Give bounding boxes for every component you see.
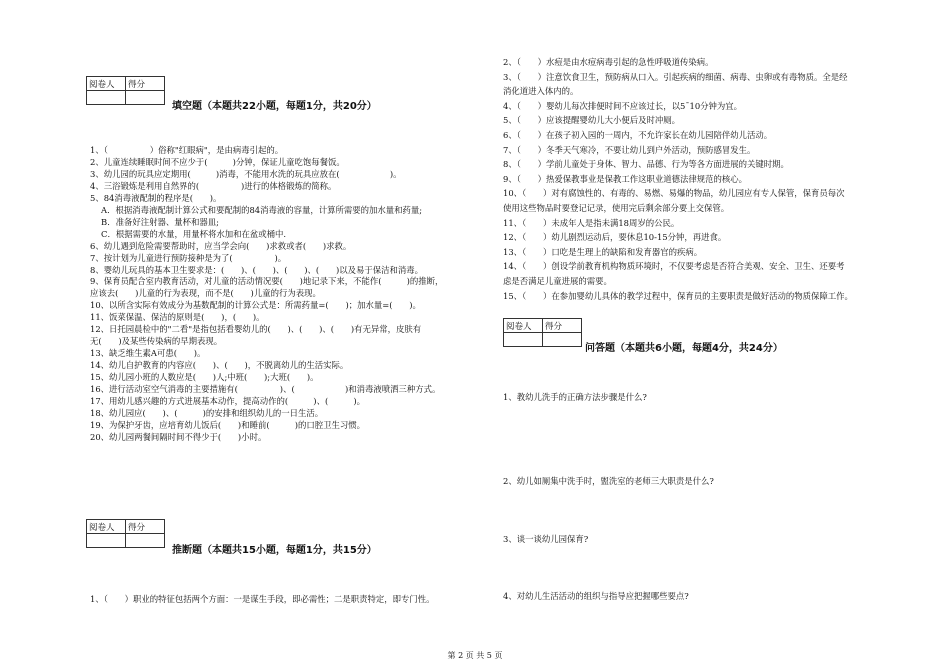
qa-section-title: 问答题（本题共6小题，每题4分，共24分） <box>585 343 783 354</box>
judgment-question-line: 使用这些物品时要登记记录，使用完后剩余部分要上交保管。 <box>503 203 730 213</box>
judgment-question-line: 8、（ ）学前儿童处于身体、智力、品德、行为等各方面进展的关键时期。 <box>503 159 789 170</box>
reviewer-cell[interactable] <box>87 91 126 105</box>
fill-in-question-line: 无( )及某些传染病的早期表现。 <box>90 336 223 347</box>
judgment-question-line: 6、（ ）在孩子初入园的一周内，不允许家长在幼儿园陪伴幼儿活动。 <box>503 130 773 140</box>
fill-in-question-line: 15、幼儿园小班的人数应是( )人;中班( );大班( )。 <box>90 372 319 383</box>
fill-in-question-line: C．根据需要的水量，用量杯将水加和在盆或桶中. <box>90 228 286 239</box>
qa-question-3: 3、谈一谈幼儿园保育? <box>503 534 589 544</box>
fill-in-question-line: 13、缺乏维生素A可患( )。 <box>90 348 206 359</box>
judgment-question-line: 3、（ ）注意饮食卫生，预防病从口入。引起疾病的细菌、病毒、虫卵或有毒物质。全是经 <box>503 71 848 82</box>
judgment-question-line: 13、（ ）口吃是生理上的缺陷和发育器官的疾病。 <box>503 246 703 257</box>
reviewer-label: 阅卷人 <box>87 520 126 534</box>
judgment-question-line: 12、（ ）幼儿剧烈运动后，要休息10-15分钟，再进食。 <box>503 232 727 243</box>
fill-in-question-line: 2、儿童连续睡眠时间不应少于( )分钟，保证儿童吃饱每餐饭。 <box>90 156 345 167</box>
reviewer-label: 阅卷人 <box>87 77 126 91</box>
fill-in-question-line: 16、进行活动室空气消毒的主要措施有( )、( )和消毒液喷洒三种方式。 <box>90 384 441 394</box>
fill-in-question-line: 6、幼儿遇到危险需要帮助时，应当学会向( )求救或者( )求救。 <box>90 240 352 251</box>
fill-in-question-line: 17、用幼儿感兴趣的方式进展基本动作，提高动作的( )、( )。 <box>90 395 365 406</box>
fill-in-question-line: 18、幼儿园应( )、( )的安排和组织幼儿的一日生活。 <box>90 407 324 418</box>
reviewer-label: 阅卷人 <box>504 319 543 333</box>
judgment-question-line: 10、（ ）对有腐蚀性的、有毒的、易燃、易爆的物品，幼儿园应有专人保管，保育员每次 <box>503 188 845 199</box>
score-cell[interactable] <box>126 91 165 105</box>
fill-in-question-line: 14、幼儿自护教育的内容应( )、( )，不脱离幼儿的生活实际。 <box>90 360 349 371</box>
reviewer-cell[interactable] <box>504 333 543 347</box>
fill-in-question-line: 20、幼儿园两餐间隔时间不得少于( )小时。 <box>90 431 267 442</box>
judgment-section-title: 推断题（本题共15小题，每题1分，共15分） <box>172 545 377 556</box>
judgment-question-line: 14、（ ）创设学前教育机构物质环境时，不仅要考虑是否符合美观、安全、卫生、还要考 <box>503 261 845 272</box>
fill-in-question-line: 10、以所含实际有效成分为基数配制的计算公式是：所需药量=( )；加水量=( )。 <box>90 300 421 311</box>
judgment-question-line: 5、（ ）应该提醒婴幼儿大小便后及时冲厕。 <box>503 115 681 126</box>
qa-question-2: 2、幼儿如厕集中洗手时，盥洗室的老师三大职责是什么? <box>503 476 714 486</box>
fill-in-question-line: 3、幼儿园的玩具应定期用( )消毒，不能用水洗的玩具应放在( )。 <box>90 168 402 179</box>
fill-in-question-line: 12、日托园晨检中的"二看"是指包括看婴幼儿的( )、( )、( )有无异常，皮肤有 <box>90 324 422 335</box>
fill-in-question-line: B．准备好注射器、量杯和器皿; <box>90 216 219 227</box>
score-cell[interactable] <box>543 333 582 347</box>
fill-in-question-line: 11、饭菜保温、保洁的原则是( )，( )。 <box>90 312 265 323</box>
page-footer: 第 2 页 共 5 页 <box>447 651 503 660</box>
judgment-question-line: 消化道进入体内的。 <box>503 86 579 97</box>
score-table-judgment <box>86 519 165 548</box>
score-label: 得分 <box>543 319 582 333</box>
fill-in-section-title: 填空题（本题共22小题，每题1分，共20分） <box>172 101 377 112</box>
score-table-fill-in <box>86 76 165 105</box>
judgment-question-line: 虑是否满足儿童进展的需要。 <box>503 276 612 286</box>
judgment-question-line: 15、（ ）在参加婴幼儿具体的教学过程中，保育员的主要职责是做好活动的物质保障工作。 <box>503 290 853 301</box>
fill-in-question-line: 7、按计划为儿童进行预防接种是为了( )。 <box>90 252 287 263</box>
fill-in-question-line: 19、为保护牙齿，应培育幼儿饭后( )和睡前( )的口腔卫生习惯。 <box>90 419 365 430</box>
qa-question-4: 4、对幼儿生活活动的组织与指导应把握哪些要点? <box>503 591 689 601</box>
judgment-question-line: 7、（ ）冬季天气寒冷，不要让幼儿到户外活动，预防感冒发生。 <box>503 144 756 155</box>
reviewer-cell[interactable] <box>87 534 126 548</box>
score-label: 得分 <box>126 77 165 91</box>
fill-in-question-line: 1、（ ）俗称"红眼病"，是由病毒引起的。 <box>90 145 284 155</box>
fill-in-question-line: 4、三浴锻炼是利用自然界的( )进行的体格锻炼的简称。 <box>90 180 337 191</box>
score-label: 得分 <box>126 520 165 534</box>
fill-in-question-line: 5、84消毒液配制的程序是( )。 <box>90 192 222 203</box>
fill-in-question-line: 9、保育员配合室内教育活动，对儿童的活动情况要( )地记录下来，不能作( )的推断， <box>90 276 444 287</box>
fill-in-question-line: 8、婴幼儿玩具的基本卫生要求是：( )、( )、( )、( )以及易于保洁和消毒。 <box>90 264 423 275</box>
score-cell[interactable] <box>126 534 165 548</box>
score-table-qa <box>503 318 582 347</box>
fill-in-question-line: A．根据消毒液配制计算公式和要配制的84消毒液的容量，计算所需要的加水量和药量; <box>90 204 423 215</box>
judgment-question-line: 2、（ ）水痘是由水痘病毒引起的急性呼吸道传染病。 <box>503 57 714 67</box>
judgment-question-line: 4、（ ）婴幼儿每次排便时间不应该过长，以5¯10分钟为宜。 <box>503 100 743 111</box>
qa-question-1: 1、教幼儿洗手的正确方法步骤是什么? <box>503 392 647 402</box>
fill-in-question-line: 应该去( )儿童的行为表现，而不是( )儿童的行为表现。 <box>90 288 321 299</box>
judgment-question: 1、（ ）职业的特征包括两个方面：一是谋生手段，即必需性；二是职责特定，即专门性。 <box>90 594 435 604</box>
judgment-question-line: 9、（ ）热爱保教事业是保教工作这职业道德法律规范的核心。 <box>503 173 748 184</box>
judgment-question-line: 11、（ ）未成年人是指未满18周岁的公民。 <box>503 217 680 228</box>
